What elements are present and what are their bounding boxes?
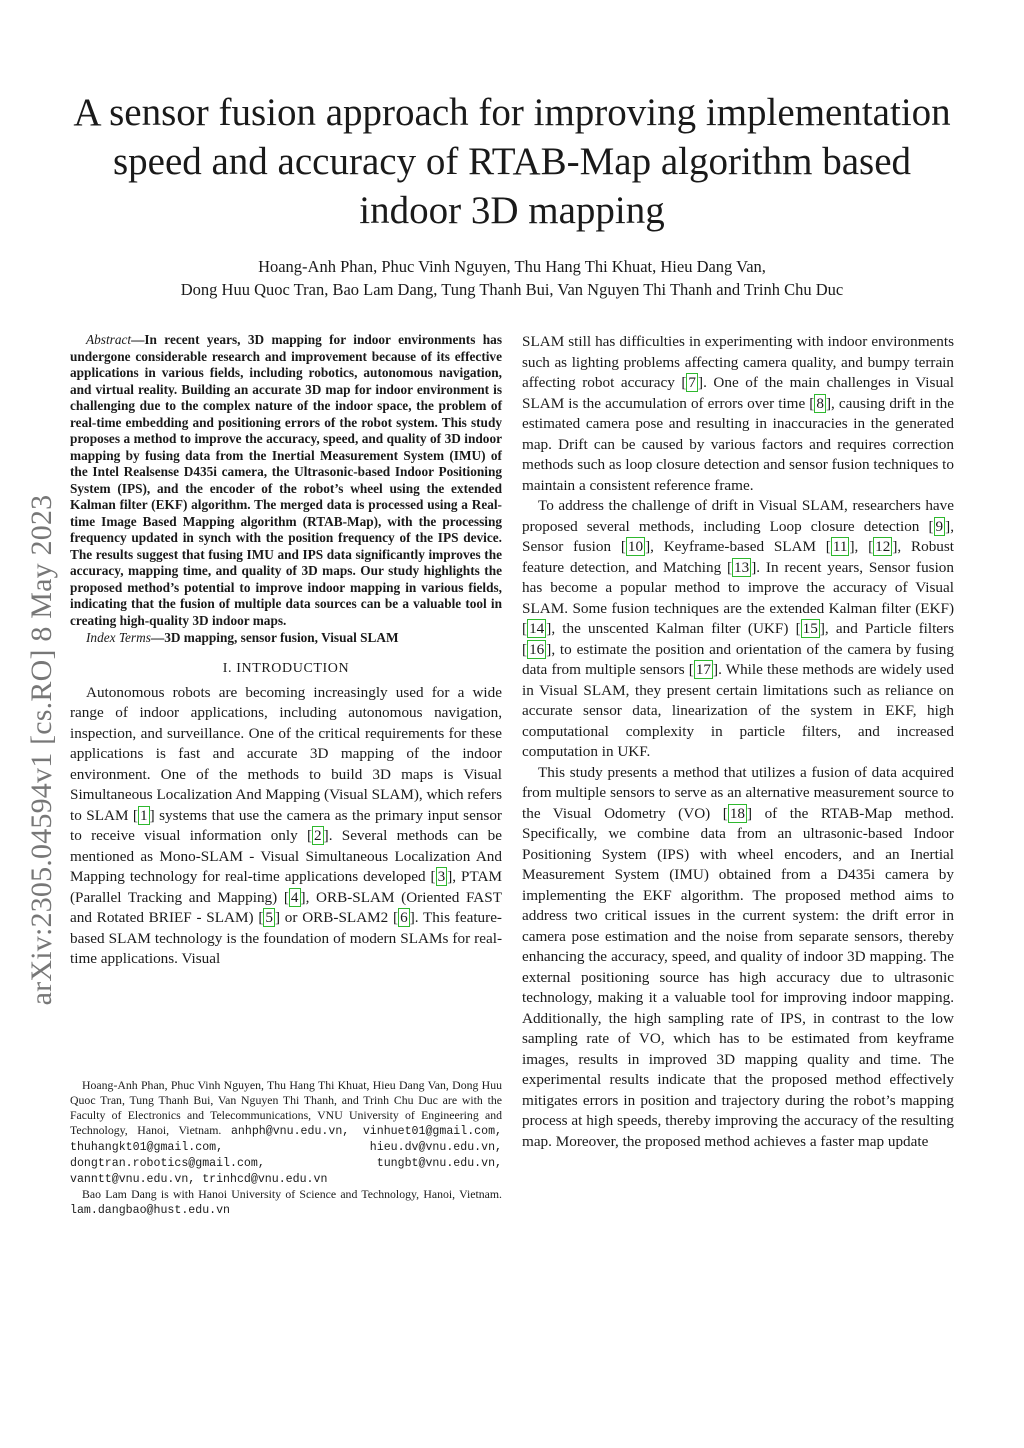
citation-link[interactable]: 3	[437, 868, 446, 885]
author-line-2: Dong Huu Quoc Tran, Bao Lam Dang, Tung Thanh Bui, Van Nguyen Thi Thanh and Trinh Chu Duc	[180, 280, 844, 299]
citation-link[interactable]: 13	[734, 558, 750, 576]
text-run: This study presents a method that utilizes a fusion of data acquired from multiple sensors to serve as an alternative measurement source to the Visual Odometry (VO)	[522, 763, 954, 822]
intro-paragraph-continued: SLAM still has difficulties in experimenting with indoor environments such as lighting problems affecting camera quality, and bumpy terrain affecting robot accuracy [ 7 ]. One of the main challenges in Visual SLAM is the accumulation of errors over time [ 8 ], causing drift in the estimated camera pose and resulting in inaccuracies in the generated map. Drift can be caused by various factors and requires correction methods such as loop closure detection and sensor fusion techniques to maintain a consistent reference frame.	[522, 333, 954, 494]
author-line-1: Hoang-Anh Phan, Phuc Vinh Nguyen, Thu Hang Thi Khuat, Hieu Dang Van,	[258, 257, 766, 276]
section-heading-introduction	[70, 661, 502, 677]
text-run: ,	[854, 538, 869, 555]
text-run: , to estimate the position and orientation of the camera by fusing data from multiple sensors	[522, 640, 954, 678]
abstract-label: Abstract	[86, 332, 132, 347]
citation-link[interactable]: 17	[695, 661, 712, 678]
text-run: , Sensor fusion	[522, 517, 954, 555]
citation-link[interactable]: 10	[627, 538, 644, 555]
footnote-affiliation-2	[70, 1187, 502, 1218]
arxiv-identifier: arXiv:2305.04594v1 [cs.RO] 8 May 2023	[25, 494, 58, 1006]
arxiv-sidebar-stamp	[12, 440, 72, 1060]
paper-title: A sensor fusion approach for improving implementation speed and accuracy of RTAB-Map algorithm based indoor 3D mapping	[73, 91, 951, 232]
text-run: of the RTAB-Map method. Specifically, we combine data from an ultrasonic-based Indoor Positioning System (IPS) with wheel encoders, and an Inertial Measurement System (IMU) obtained from a D435i camera by implementing the EKF algorithm. The proposed method aims to address two critical issues in the current system: the drift error in camera pose estimation and the noise from separate sensors, thereby enhancing the accuracy, speed, and quality of indoor 3D mapping. The external positioning source has high accuracy due to ultrasonic technology, making it a valuable tool for improving indoor mapping. Additionally, the high sampling rate of IPS, in contrast to the low sampling rate of VO, which has to be estimated from keyframe images, results in improved 3D mapping quality and time. The experimental results indicate that the proposed method effectively mitigates errors in position and trajectory during the robot’s mapping process at high speeds, thereby improving the accuracy of the resulting map. Moreover, the proposed method achieves a faster map update	[522, 804, 954, 1150]
abstract	[70, 332, 502, 629]
text-run: . While these methods are widely used in Visual SLAM, they present certain limitations such as reliance on accurate sensor data, linearization of the system in EKF, high computational complexity in particle filters, and increased computation in UKF.	[522, 661, 955, 760]
right-column	[522, 332, 954, 1152]
footnote-affiliation-1	[70, 1078, 502, 1187]
text-run: systems that use the camera as the primary input sensor to receive visual information only	[70, 806, 502, 844]
citation-link[interactable]: 2	[314, 827, 322, 844]
index-terms-label: Index Terms	[86, 630, 151, 645]
affiliation-footnote	[70, 1078, 502, 1218]
intro-paragraph-1: Autonomous robots are becoming increasingly used for a wide range of indoor applications, including autonomous navigation, inspection, and surveillance. One of the critical requirements for these applications is fast and accurate 3D mapping of the indoor environment. One of the methods to build 3D maps is Visual Simultaneous Localization And Mapping (Visual SLAM), which refers to SLAM [ 1 ] systems that use the camera as the primary input sensor to receive visual information only [ 2 ]. Several methods can be mentioned as Mono-SLAM - Visual Simultaneous Localization And Mapping technology for real-time applications developed [ 3 ], PTAM (Parallel Tracking and Mapping) [ 4 ], ORB-SLAM (Oriented FAST and Rotated BRIEF - SLAM) [ 5 ] or ORB-SLAM2 [ 6 ]. This feature-based SLAM technology is the foundation of modern SLAMs for real-time applications. Visual	[70, 683, 503, 967]
citation-link[interactable]: 1	[139, 806, 148, 824]
text-run: To address the challenge of drift in Visual SLAM, researchers have proposed several methods, including Loop closure detection	[522, 497, 954, 535]
citation-link[interactable]: 15	[802, 620, 818, 637]
footnote-text: Bao Lam Dang is with Hanoi University of Science and Technology, Hanoi, Vietnam.	[82, 1187, 502, 1201]
text-run: . One of the main challenges in Visual SLAM is the accumulation of errors over time	[522, 374, 954, 412]
citation-link[interactable]: 14	[529, 620, 545, 637]
citation-link[interactable]: 5	[265, 909, 273, 926]
text-run: , and Particle filters	[824, 620, 954, 637]
footnote-text: Hoang-Anh Phan, Phuc Vinh Nguyen, Thu Hang Thi Khuat, Hieu Dang Van, Dong Huu Quoc Tran, Tung Thanh Bui, Van Nguyen Thi Thanh, and Trinh Chu Duc are with the Faculty of Electronics and Telecommunications, VNU University of Engineering and Technology, Hanoi, Vietnam.	[70, 1078, 502, 1137]
intro-paragraph-2: To address the challenge of drift in Visual SLAM, researchers have proposed several methods, including Loop closure detection [ 9 ], Sensor fusion [ 10 ], Keyframe-based SLAM [ 11 ], [ 12 ], Robust feature detection, and Matching [ 13 ]. In recent years, Sensor fusion has become a popular method to improve the accuracy of Visual SLAM. Some fusion techniques are the extended Kalman filter (EKF) [ 14 ], the unscented Kalman filter (UKF) [ 15 ], and Particle filters [ 16 ], to estimate the position and orientation of the camera by fusing data from multiple sensors [ 17 ]. While these methods are widely used in Visual SLAM, they present certain limitations such as reliance on accurate sensor data, linearization of the system in EKF, high computational complexity in particle filters, and increased computation in UKF.	[522, 497, 955, 760]
text-run: . This feature-based SLAM technology is the foundation of modern SLAMs for real-time applications. Visual	[70, 909, 502, 967]
text-run: , ORB-SLAM (Oriented FAST and Rotated BRIEF - SLAM)	[70, 888, 502, 926]
text-run: SLAM still has difficulties in experimenting with indoor environments such as lighting problems affecting camera quality, and bumpy terrain affecting robot accuracy	[522, 333, 954, 391]
citation-link[interactable]: 8	[816, 394, 824, 412]
citation-link[interactable]: 4	[290, 888, 299, 906]
left-column	[70, 332, 502, 970]
text-run: , the unscented Kalman filter (UKF)	[551, 620, 796, 637]
text-run: or ORB-SLAM2	[280, 909, 394, 926]
intro-paragraph-3: This study presents a method that utilizes a fusion of data acquired from multiple sensors to serve as an alternative measurement source to the Visual Odometry (VO) [ 18 ] of the RTAB-Map method. Specifically, we combine data from an ultrasonic-based Indoor Positioning System (IPS) with wheel encoders, and an Inertial Measurement System (IMU) obtained from a D435i camera by implementing the EKF algorithm. The proposed method aims to address two critical issues in the current system: the drift error in camera pose estimation and the noise from separate sensors, thereby enhancing the accuracy, speed, and quality of indoor 3D mapping. The external positioning source has high accuracy due to ultrasonic technology, making it a valuable tool for improving indoor mapping. Additionally, the high sampling rate of IPS, in contrast to the low sampling rate of VO, which has to be estimated from keyframe images, results in improved 3D mapping quality and time. The experimental results indicate that the proposed method effectively mitigates errors in position and trajectory during the robot’s mapping process at high speeds, thereby improving the accuracy of the resulting map. Moreover, the proposed method achieves a faster map update	[522, 763, 954, 1150]
citation-link[interactable]: 11	[832, 538, 848, 555]
section-title: INTRODUCTION	[236, 660, 350, 676]
author-list	[70, 255, 954, 301]
citation-link[interactable]: 16	[529, 640, 545, 658]
citation-link[interactable]: 7	[688, 374, 697, 391]
citation-link[interactable]: 18	[729, 804, 745, 822]
index-terms-text: —3D mapping, sensor fusion, Visual SLAM	[150, 630, 399, 645]
text-run: , PTAM (Parallel Tracking and Mapping)	[70, 868, 503, 906]
abstract-text: —In recent years, 3D mapping for indoor environments has undergone considerable research and improvement because of its effective applications in various fields, including robotics, autonomous navigation, and virtual reality. Building an accurate 3D map for indoor environment is challenging due to the complex nature of the indoor space, the problem of real-time embedding and positioning errors of the robot system. This study proposes a method to improve the accuracy, speed, and quality of 3D indoor mapping by fusing data from the Inertial Measurement System (IMU) of the Intel Realsense D435i camera, the Ultrasonic-based Indoor Positioning System (IPS), and the encoder of the robot’s wheel using the extended Kalman filter (EKF) algorithm. The merged data is processed using a Real-time Image Based Mapping algorithm (RTAB-Map), with the processing frequency updated in synch with the position frequency of the IPS device. The results suggest that fusing IMU and IPS data significantly improves the accuracy, mapping time, and quality of 3D maps. Our study highlights the proposed method’s potential to improve indoor mapping in various fields, indicating that the fusion of multiple data sources can be a valuable tool in creating high-quality 3D indoor maps.	[70, 332, 502, 628]
text-run: , Robust feature detection, and Matching	[522, 538, 955, 576]
text-run: . Several methods can be mentioned as Mono-SLAM - Visual Simultaneous Localization And Mapping technology for real-time applications developed	[70, 827, 502, 885]
text-run: . In recent years, Sensor fusion has become a popular method to improve the accuracy of Visual SLAM. Some fusion techniques are the extended Kalman filter (EKF)	[522, 558, 954, 617]
citation-link[interactable]: 9	[935, 517, 944, 535]
citation-link[interactable]: 12	[875, 538, 891, 555]
text-run: Autonomous robots are becoming increasingly used for a wide range of indoor applications, including autonomous navigation, inspection, and surveillance. One of the critical requirements for these applications is fast and accurate 3D mapping of the indoor environment. One of the methods to build 3D maps is Visual Simultaneous Localization And Mapping (Visual SLAM), which refers to SLAM	[70, 683, 502, 824]
author-email-bao-lam-dang[interactable]: lam.dangbao@hust.edu.vn	[70, 1204, 231, 1217]
author-emails[interactable]: anhph@vnu.edu.vn, vinhuet01@gmail.com, thuhangkt01@gmail.com, hieu.dv@vnu.edu.vn, dongtran.robotics@gmail.com, tungbt@vnu.edu.vn, vanntt@vnu.edu.vn, trinhcd@vnu.edu.vn	[70, 1125, 502, 1186]
text-run: , causing drift in the estimated camera pose and resulting in inaccuracies in the generated map. Drift can be caused by various factors and requires correction methods such as loop closure detection and sensor fusion techniques to maintain a consistent reference frame.	[522, 394, 954, 494]
index-terms	[70, 630, 502, 647]
text-run: , Keyframe-based SLAM	[650, 538, 826, 555]
citation-link[interactable]: 6	[400, 909, 408, 926]
section-number: I.	[222, 660, 233, 676]
